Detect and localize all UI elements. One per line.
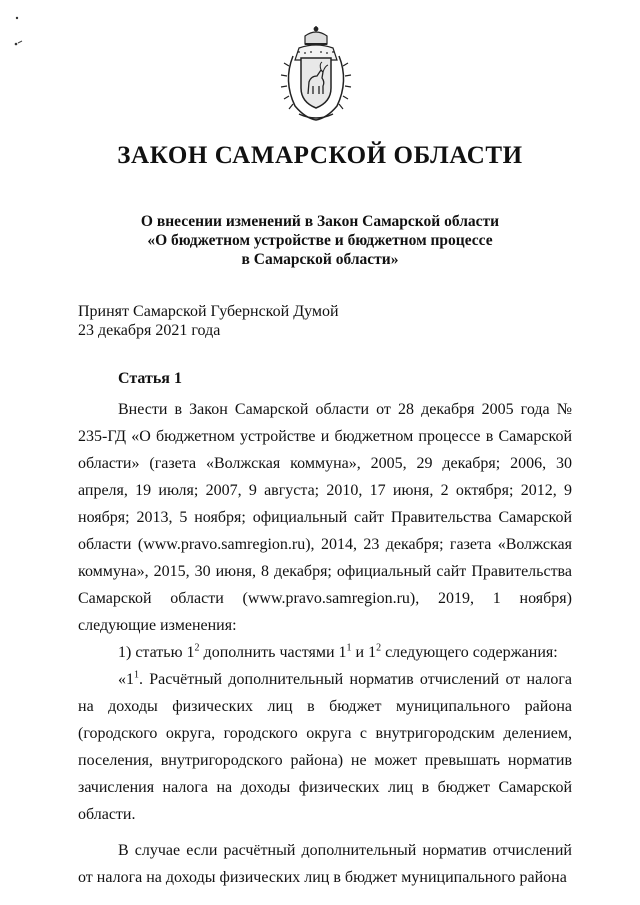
subtitle-line: «О бюджетном устройстве и бюджетном процессе — [147, 232, 493, 249]
law-title: ЗАКОН САМАРСКОЙ ОБЛАСТИ — [117, 142, 523, 169]
text-run: «1 — [118, 671, 134, 688]
adoption-body: Принят Самарской Губернской Думой — [78, 303, 339, 320]
law-subtitle — [0, 212, 640, 269]
adoption-note — [78, 302, 339, 340]
list-item-1 — [78, 639, 572, 666]
subtitle-line: в Самарской области» — [241, 251, 399, 268]
text-run: 1) статью 1 — [118, 644, 195, 661]
superscript: 1 — [346, 642, 352, 654]
superscript: 2 — [376, 642, 382, 654]
scan-marks — [12, 14, 26, 48]
text-run: дополнить частями 1 — [199, 644, 347, 661]
paragraph-intro: Внести в Закон Самарской области от 28 декабря 2005 года № 235-ГД «О бюджетном устройстве и бюджетном процессе в Самарской области» (газета «Волжская коммуна», 2005, 29 декабря; 2006, 30 апреля, 19 июля; 2007, 9 августа; 2010, 17 июня, 2 октября; 2012, 9 ноября; 2013, 5 ноября; официальный сайт Правительства Самарской области (www.pravo.samregion.ru), 2014, 23 декабря; газета «Волжская коммуна», 2015, 30 июня, 8 декабря; официальный сайт Правительства Самарской области (www.pravo.samregion.ru), 2019, 1 ноября) следующие изменения: — [78, 401, 572, 634]
samara-coat-of-arms-emblem — [275, 26, 357, 126]
adoption-date: 23 декабря 2021 года — [78, 322, 221, 339]
text-run: следующего содержания: — [381, 644, 558, 661]
text-run: . Расчётный дополнительный норматив отчислений от налога на доходы физических лиц в бюджет муниципального района (городского округа, городского округа с внутригородским делением, поселения, внутригородского района) не может превышать норматив зачисления налога на доходы физических лиц в бюджет Самарской области. — [78, 671, 572, 823]
article-body — [78, 396, 572, 891]
superscript: 2 — [194, 642, 200, 654]
quoted-part-1-1 — [78, 666, 572, 828]
text-run: и 1 — [351, 644, 377, 661]
subtitle-line: О внесении изменений в Закон Самарской области — [140, 213, 500, 230]
superscript: 1 — [134, 669, 139, 681]
paragraph-continuation: В случае если расчётный дополнительный норматив отчислений от налога на доходы физических лиц в бюджет муниципального района — [78, 842, 572, 886]
article-heading: Статья 1 — [118, 370, 182, 387]
